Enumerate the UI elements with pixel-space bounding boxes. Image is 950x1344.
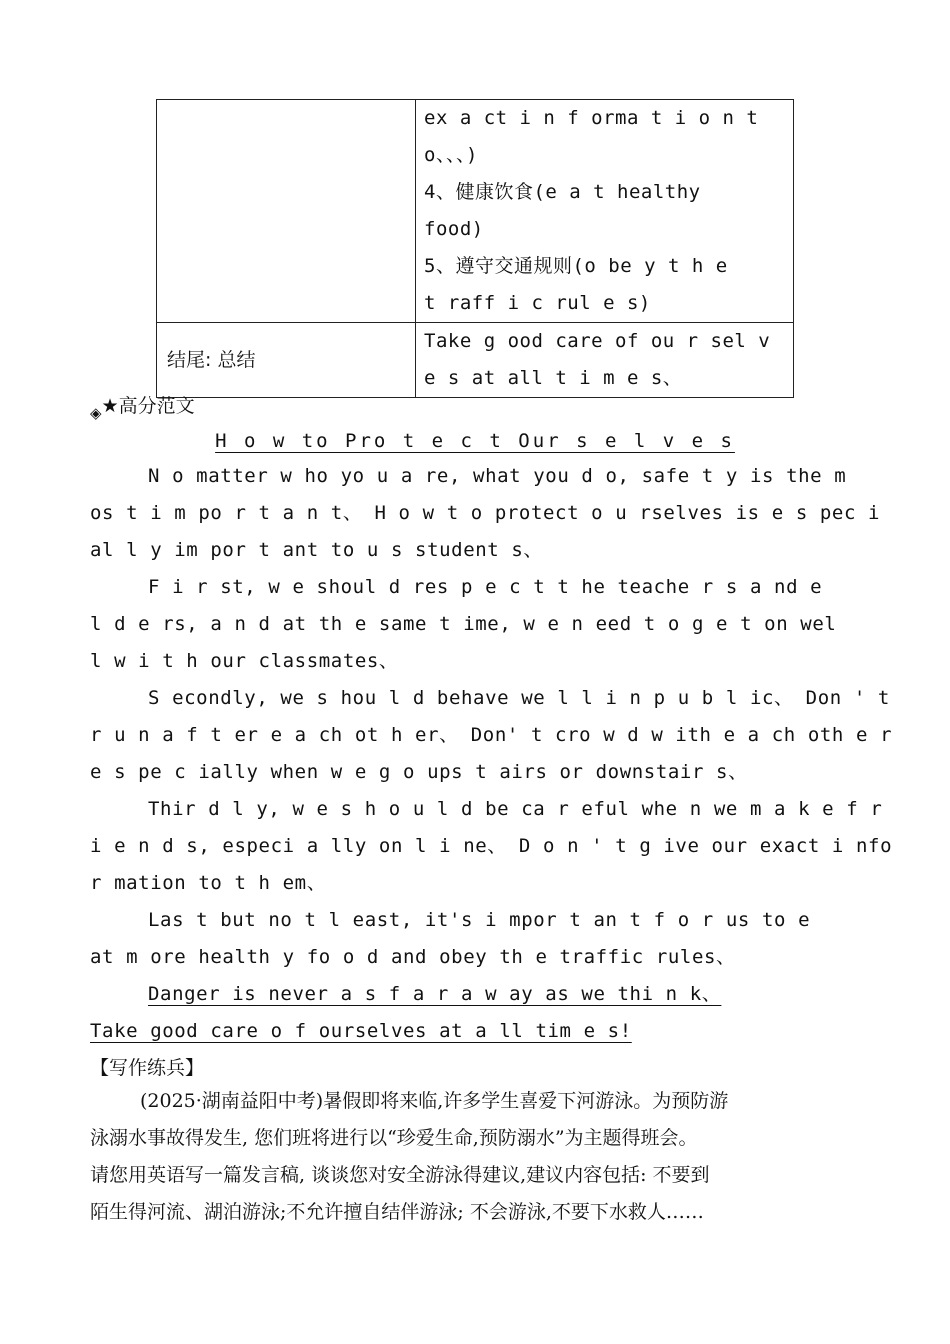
outline-line: t raff i c rul e s): [424, 292, 651, 314]
essay-line: l d e rs, a n d at th e same t ime, w e n eed t o g e t on wel: [90, 613, 837, 635]
essay-closing-text: Danger is never a s f a r a w ay as we thi n k、: [148, 983, 722, 1005]
task-line: 陌生得河流、湖泊游泳;不允许擅自结伴游泳; 不会游泳,不要下水救人……: [90, 1201, 704, 1223]
outline-line: o、、、): [424, 144, 478, 166]
essay-line: Las t but no t l east, it's i mpor t an t f o r us to e: [148, 909, 811, 931]
outline-line: Take g ood care of ou r sel v: [424, 330, 771, 352]
outline-cell-points: [416, 100, 794, 323]
outline-table: [156, 99, 794, 398]
practice-task: [90, 1083, 860, 1231]
essay-line: at m ore health y fo o d and obey th e traffic rules、: [90, 946, 736, 968]
essay-line: al l y im por t ant to u s student s、: [90, 539, 544, 561]
essay-line: os t i m po r t a n t、 H o w t o protect o u rselves is e s pec i: [90, 502, 881, 524]
model-essay-heading-text: ★高分范文: [101, 395, 195, 417]
outline-line: food): [424, 218, 484, 240]
essay-title-text: H o w to Pro t e c t Our s e l v e s: [215, 430, 735, 452]
essay-line: i e n d s, especi a lly on l i ne、 D o n ' t g ive our exact i nfo: [90, 835, 893, 857]
task-line: 请您用英语写一篇发言稿, 谈谈您对安全游泳得建议,建议内容包括: 不要到: [90, 1164, 710, 1186]
conclusion-label: 结尾: 总结: [167, 349, 256, 371]
outline-cell-conclusion: [416, 323, 794, 398]
essay-line: e s pe c ially when w e g o ups t airs or downstair s、: [90, 761, 748, 783]
practice-heading: 【写作练兵】: [90, 1057, 205, 1079]
essay-title: [0, 424, 950, 458]
essay-closing-text: Take good care o f ourselves at a ll tim e s!: [90, 1020, 632, 1042]
essay-line: N o matter w ho yo u a re, what you d o, safe t y is the m: [148, 465, 847, 487]
outline-line: ex a ct i n f orma t i o n t: [424, 107, 759, 129]
essay-closing-line: [90, 976, 860, 1013]
outline-line: 5、遵守交通规则(o be y t h e: [424, 255, 728, 277]
outline-line: 4、健康饮食(e a t healthy: [424, 181, 701, 203]
outline-cell-left-empty: [157, 100, 416, 323]
essay-closing-line: [90, 1013, 860, 1050]
outline-cell-conclusion-label: [157, 323, 416, 398]
task-line: 泳溺水事故得发生, 您们班将进行以“珍爱生命,预防溺水”为主题得班会。: [90, 1127, 698, 1149]
essay-body: [90, 458, 893, 1050]
essay-line: F i r st, w e shoul d res p e c t t he teache r s a nd e: [148, 576, 823, 598]
outline-row-body: [157, 100, 794, 323]
essay-line: r u n a f t er e a ch ot h er、 Don' t cro w d w ith e a ch oth e r: [90, 724, 893, 746]
outline-row-conclusion: [157, 323, 794, 398]
essay-line: S econdly, we s hou l d behave we l l i n p u b l ic、 Don ' t: [148, 687, 890, 709]
essay-line: r mation to t h em、: [90, 872, 327, 894]
task-line: (2025·湖南益阳中考)暑假即将来临,许多学生喜爱下河游泳。为预防游: [140, 1090, 729, 1112]
essay-line: l w i t h our classmates、: [90, 650, 399, 672]
outline-line: e s at all t i m e s、: [424, 367, 683, 389]
essay-line: Thir d l y, w e s h o u l d be ca r eful whe n we m a k e f r: [148, 798, 883, 820]
anchor-mark-icon: ◈: [90, 404, 102, 422]
